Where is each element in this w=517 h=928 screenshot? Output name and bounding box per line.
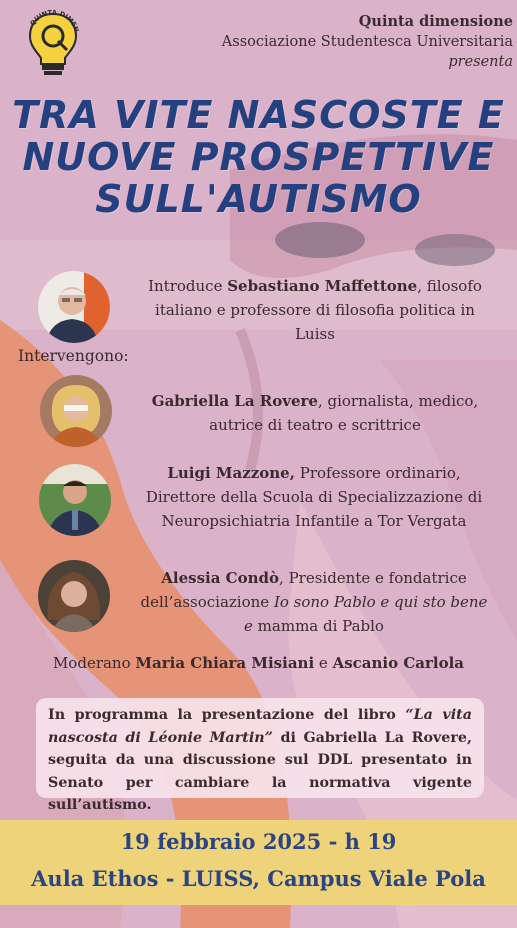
presents-text: presenta (448, 54, 513, 70)
org-name: Quinta dimensione (358, 13, 513, 30)
speaker-2-desc: Professore ordinario, Direttore della Scuola di Specializzazione di Neuropsichiatria Infantile a Tor Vergata (145, 464, 483, 530)
association-name: Io sono Pablo e qui sto bene e (244, 593, 488, 635)
organization-header (222, 12, 513, 72)
moderators-joiner: e (314, 654, 333, 672)
title-line-2: NUOVE PROSPETTIVE (22, 135, 495, 179)
event-title (0, 94, 517, 220)
avatar-sebastiano-maffettone (38, 271, 110, 343)
speaker-2-name: Luigi Mazzone, (167, 464, 295, 482)
speaker-3-text (140, 566, 488, 638)
program-part-1: In programma la presentazione del libro (48, 707, 406, 723)
program-box (36, 698, 484, 813)
speaker-3-name: Alessia Condò (161, 569, 280, 587)
moderators-prefix: Moderano (52, 654, 136, 672)
program-part-2: di Gabriella La Rovere, seguita da una discussione sul DDL presentato in Senato per cambiare la normativa vigente sull’autismo. (48, 729, 472, 813)
moderators-line (0, 654, 517, 672)
intervengono-label: Intervengono: (18, 347, 129, 365)
title-line-3: SULL'AUTISMO (95, 177, 422, 221)
intro-prefix: Introduce (148, 277, 228, 295)
speaker-1-name: Gabriella La Rovere (151, 392, 318, 410)
avatar-alessia-condo (38, 560, 110, 632)
intro-speaker-text (142, 274, 488, 346)
speaker-1-text (142, 389, 488, 437)
intro-speaker-desc: , filosofo italiano e professore di filosofia politica in Luiss (155, 277, 482, 343)
title-line-1: TRA VITE NASCOSTE E (12, 93, 505, 137)
event-place: Aula Ethos - LUISS, Campus Viale Pola (31, 866, 486, 891)
event-date: 19 febbraio 2025 - h 19 (120, 829, 397, 854)
logo-text: QUINTA DIMEN (28, 8, 81, 34)
speaker-1-desc: , giornalista, medico, autrice di teatro e scrittrice (209, 392, 479, 434)
speaker-3-desc-2: mamma di Pablo (252, 617, 384, 635)
avatar-luigi-mazzone (39, 464, 111, 536)
program-text (36, 698, 484, 823)
book-title: “La vita nascosta di Léonie Martin” (48, 707, 473, 746)
avatar-gabriella-la-rovere (40, 375, 112, 447)
speaker-3-desc-1: , Presidente e fondatrice dell’associazione (140, 569, 467, 611)
moderator-2-name: Ascanio Carlola (332, 654, 465, 672)
intro-speaker-name: Sebastiano Maffettone (227, 277, 418, 295)
org-subtitle: Associazione Studentesca Universitaria (221, 34, 513, 50)
speaker-2-text (140, 461, 488, 533)
quinta-dimensione-logo (22, 8, 84, 82)
moderator-1-name: Maria Chiara Misiani (135, 654, 315, 672)
